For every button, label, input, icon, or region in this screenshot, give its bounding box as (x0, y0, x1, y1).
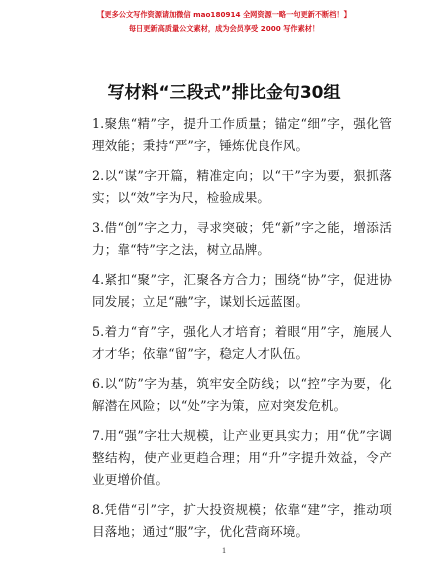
phrase-item-4: 4.紧扣“聚”字，汇聚各方合力；围绕“协”字，促进协同发展；立足“融”字，谋划长远蓝图。 (92, 272, 392, 309)
phrase-item-5: 5.着力“育”字，强化人才培育；着眼“用”字，施展人才才华；依靠“留”字，稳定人才队伍。 (92, 324, 392, 361)
phrase-item-8: 8.凭借“引”字，扩大投资规模；依靠“建”字，推动项目落地；通过“服”字，优化营商环境。 (92, 502, 392, 539)
phrase-item-7: 7.用“强”字壮大规模，让产业更具实力；用“优”字调整结构，使产业更趋合理；用“升”字提升效益，令产业更增价值。 (92, 428, 392, 487)
phrase-item-2: 2.以“谋”字开篇，精准定向；以“干”字为要，狠抓落实；以“效”字为尺，检验成果。 (92, 168, 392, 205)
page-number: 1 (222, 546, 226, 555)
phrase-item-6: 6.以“防”字为基，筑牢安全防线；以“控”字为要，化解潜在风险；以“处”字为策，应对突发危机。 (92, 376, 392, 413)
promo-banner-line-1: 【更多公文写作资源请加微信 mao180914 全网资源一略一句更新不断档！】 (97, 10, 351, 19)
phrase-item-3: 3.借“创”字之力，寻求突破；凭“新”字之能，增添活力；靠“特”字之法，树立品牌。 (92, 220, 392, 257)
promo-banner-line-2: 每日更新高质量公文素材，成为会员享受 2000 写作素材！ (128, 24, 320, 33)
phrase-list (92, 113, 392, 551)
document-title: 写材料“三段式”排比金句30组 (107, 83, 341, 103)
phrase-item-1: 1.聚焦“精”字，提升工作质量；锚定“细”字，强化管理效能；秉持“严”字，锤炼优良作风。 (92, 116, 392, 153)
